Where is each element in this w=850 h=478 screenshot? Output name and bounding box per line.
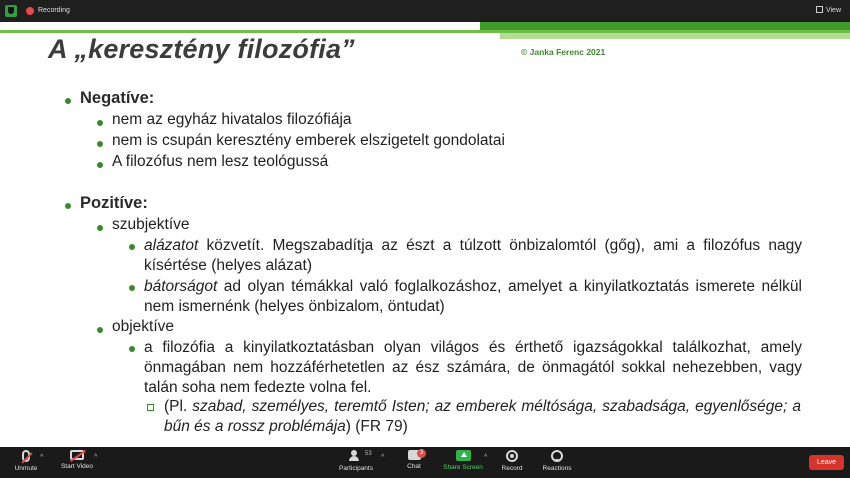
chat-unread-badge: 3 [417, 449, 426, 458]
shared-slide [0, 22, 850, 447]
list-item: A filozófus nem lesz teológussá [112, 153, 329, 170]
record-button[interactable] [499, 450, 525, 472]
view-button[interactable] [811, 4, 846, 18]
bullet-icon [65, 203, 71, 209]
unmute-label: Unmute [14, 465, 38, 472]
start-video-label: Start Video [60, 463, 94, 470]
microphone-muted-icon [22, 450, 30, 462]
reactions-button[interactable] [540, 450, 574, 472]
bullet-icon [97, 225, 103, 231]
leave-button[interactable]: Leave [809, 455, 844, 470]
unmute-button[interactable] [10, 450, 42, 472]
meeting-toolbar [0, 447, 850, 478]
share-screen-icon [456, 450, 471, 461]
grid-icon [816, 6, 823, 13]
recording-label: Recording [38, 7, 70, 14]
bullet-icon [129, 244, 135, 250]
smiley-icon [551, 450, 563, 462]
item-text: ) (FR 79) [345, 418, 408, 435]
list-item [164, 397, 801, 437]
bullet-icon [129, 346, 135, 352]
bullet-icon [65, 98, 71, 104]
item-text: közvetít. Megszabadítja az észt a túlzott önbizalomtól (gőg), ami a filozófus nagy kísértése (helyes alázat) [144, 237, 802, 274]
participants-icon [349, 450, 363, 462]
chat-label: Chat [407, 463, 421, 470]
share-screen-label: Share Screen [443, 464, 483, 471]
objective-label: objektíve [112, 318, 175, 335]
list-item: nem is csupán keresztény emberek elszigetelt gondolatai [112, 132, 505, 149]
video-options-caret[interactable]: ^ [94, 454, 98, 461]
record-icon [506, 450, 518, 462]
recording-dot-icon [26, 7, 34, 15]
bullet-icon [97, 141, 103, 147]
share-options-caret[interactable]: ^ [484, 454, 488, 461]
list-item: a filozófia a kinyilatkoztatásban olyan világos és érthető igazságokkal találkozhat, amely önmagában nem hozzáférhetetlen az ész számára, de önmagától sokkal nehezebben, vagy talán soha nem fedezte volna fel. [144, 339, 802, 396]
slide-copyright: © Janka Ferenc 2021 [521, 47, 606, 57]
positive-heading: Pozitíve: [80, 194, 148, 212]
slide-title: A „keresztény filozófia” [48, 34, 355, 64]
share-screen-button[interactable] [441, 450, 488, 471]
reactions-label: Reactions [542, 465, 572, 472]
view-label: View [825, 7, 841, 14]
item-text: ad olyan témákkal való foglalkozáshoz, amelyet a kinyilatkoztatás ismerete nélkül nem ismernénk (helyes önbizalom, öntudat) [144, 278, 802, 315]
bullet-icon [129, 285, 135, 291]
audio-options-caret[interactable]: ^ [40, 454, 44, 461]
participants-options-caret[interactable]: ^ [381, 454, 385, 461]
record-label: Record [501, 465, 523, 472]
security-shield-icon[interactable] [5, 5, 17, 17]
emphasis-text: alázatot [144, 237, 199, 254]
bullet-icon [97, 120, 103, 126]
negative-heading: Negatíve: [80, 89, 155, 107]
participants-count: 53 [365, 451, 372, 457]
emphasis-text: bátorságot [144, 278, 218, 295]
start-video-button[interactable] [56, 450, 98, 470]
slide-content [0, 22, 850, 447]
list-item: nem az egyház hivatalos filozófiája [112, 111, 352, 128]
participants-label: Participants [339, 465, 373, 472]
bullet-icon [97, 327, 103, 333]
subjective-label: szubjektíve [112, 216, 190, 233]
square-bullet-icon [147, 404, 154, 411]
emphasis-text: szabad, személyes, teremtő Isten; az emberek méltósága, szabadsága, egyenlősége; a bűn és a rossz problémája [164, 398, 801, 435]
video-off-icon [70, 450, 84, 460]
item-text: (Pl. [164, 398, 193, 415]
list-item [144, 277, 802, 317]
meeting-top-bar [0, 0, 850, 22]
list-item [144, 236, 802, 276]
bullet-icon [97, 162, 103, 168]
